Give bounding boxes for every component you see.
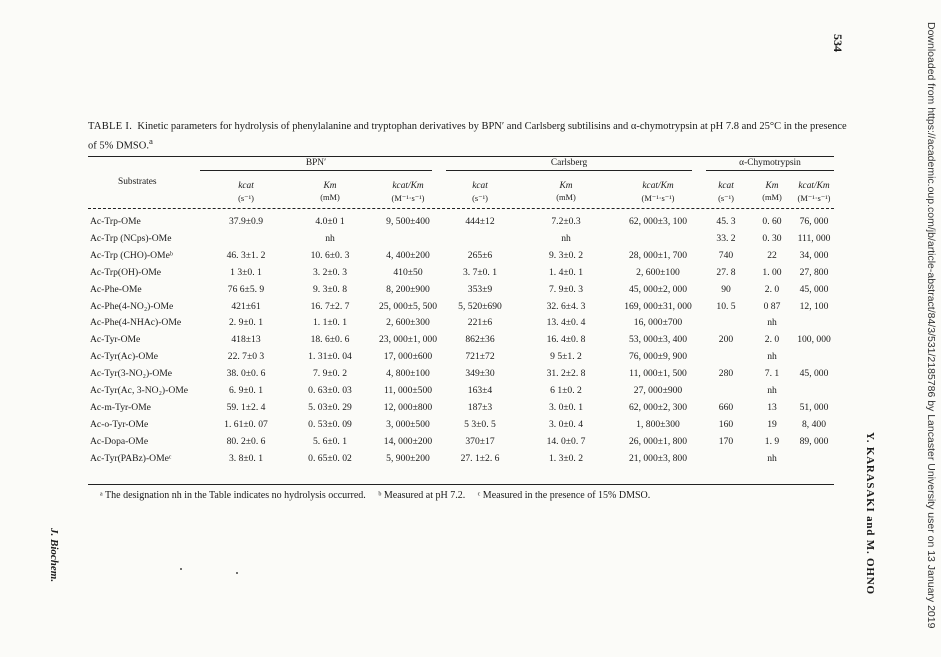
table-cell: nh bbox=[767, 317, 777, 328]
table-cell: 4, 800±100 bbox=[386, 368, 430, 379]
row-substrate: Ac-Phe(4-NO₂)-OMe bbox=[90, 301, 174, 312]
table-cell: nh bbox=[767, 385, 777, 396]
table-cell: 163±4 bbox=[467, 385, 493, 396]
table-cell: 6 1±0. 2 bbox=[550, 385, 582, 396]
column-header-unit: (M⁻¹·s⁻¹) bbox=[641, 194, 675, 203]
table-cell: 1. 31±0. 04 bbox=[308, 351, 352, 362]
table-cell: 22 bbox=[767, 250, 777, 261]
table-cell: 4.0±0 1 bbox=[315, 216, 345, 227]
table-cell: 370±17 bbox=[465, 436, 495, 447]
table-cell: 0. 30 bbox=[762, 233, 782, 244]
table-cell: 160 bbox=[718, 419, 734, 430]
running-head-authors: Y. KARASAKI and M. OHNO bbox=[864, 432, 876, 595]
table-cell: 5. 6±0. 1 bbox=[312, 436, 348, 447]
table-cell: 9. 3±0. 8 bbox=[312, 284, 348, 295]
scan-speck bbox=[236, 572, 238, 574]
table-cell: 5. 03±0. 29 bbox=[308, 402, 352, 413]
table-cell: 187±3 bbox=[467, 402, 493, 413]
table-cell: 1. 61±0. 07 bbox=[224, 419, 268, 430]
table-cell: 8, 200±900 bbox=[386, 284, 430, 295]
table-cell: 45, 000 bbox=[799, 284, 829, 295]
table-cell: 18. 6±0. 6 bbox=[310, 334, 350, 345]
column-header-unit: (s⁻¹) bbox=[718, 194, 734, 203]
table-cell: 660 bbox=[718, 402, 734, 413]
table-cell: 2. 9±0. 1 bbox=[228, 317, 264, 328]
table-cell: 1. 1±0. 1 bbox=[312, 317, 348, 328]
row-substrate: Ac-o-Tyr-OMe bbox=[90, 419, 149, 430]
table-cell: 45. 3 bbox=[716, 216, 736, 227]
column-header-name: Km bbox=[559, 181, 573, 191]
table-cell: 76 6±5. 9 bbox=[227, 284, 265, 295]
table-cell: 13 bbox=[767, 402, 777, 413]
table-cell: 10. 5 bbox=[716, 301, 736, 312]
table-cell: 51, 000 bbox=[799, 402, 829, 413]
table-cell: 1. 3±0. 2 bbox=[548, 453, 584, 464]
table-cell: 7. 9±0. 2 bbox=[312, 368, 348, 379]
row-substrate: Ac-Phe(4-NHAc)-OMe bbox=[90, 317, 182, 328]
table-cell: 89, 000 bbox=[799, 436, 829, 447]
table-cell: 7. 1 bbox=[764, 368, 780, 379]
group-header-chymotrypsin: α-Chymotrypsin bbox=[739, 158, 801, 168]
footnote-a: ᵃ The designation nh in the Table indicates no hydrolysis occurred. bbox=[100, 490, 366, 501]
table-cell: 27. 1±2. 6 bbox=[460, 453, 500, 464]
column-header-name: kcat/Km bbox=[798, 181, 830, 191]
table-cell: 28, 000±1, 700 bbox=[628, 250, 688, 261]
table-cell: 37.9±0.9 bbox=[228, 216, 264, 227]
table-cell: 418±13 bbox=[231, 334, 261, 345]
column-header-name: kcat bbox=[472, 181, 488, 191]
table-cell: 31. 2±2. 8 bbox=[546, 368, 586, 379]
column-header-name: kcat/Km bbox=[392, 181, 424, 191]
table-cell: 200 bbox=[718, 334, 734, 345]
table-cell: 0. 63±0. 03 bbox=[308, 385, 352, 396]
table-cell: 3. 7±0. 1 bbox=[462, 267, 498, 278]
carlsberg-group-rule bbox=[446, 170, 692, 171]
table-cell: 0. 65±0. 02 bbox=[308, 453, 352, 464]
table-cell: 14. 0±0. 7 bbox=[546, 436, 586, 447]
table-cell: 62, 000±3, 100 bbox=[628, 216, 688, 227]
table-cell: 46. 3±1. 2 bbox=[226, 250, 266, 261]
table-cell: 3. 2±0. 3 bbox=[312, 267, 348, 278]
table-cell: 169, 000±31, 000 bbox=[624, 301, 692, 312]
table-cell: 862±36 bbox=[465, 334, 495, 345]
table-cell: 2, 600±300 bbox=[386, 317, 430, 328]
table-cell: 280 bbox=[718, 368, 734, 379]
footnote-c: ᶜ Measured in the presence of 15% DMSO. bbox=[477, 490, 651, 501]
table-cell: 80. 2±0. 6 bbox=[226, 436, 266, 447]
table-cell: 12, 000±800 bbox=[383, 402, 433, 413]
chymotrypsin-group-rule bbox=[706, 170, 834, 171]
column-header-unit: (s⁻¹) bbox=[238, 194, 254, 203]
row-substrate: Ac-Trp-OMe bbox=[90, 216, 141, 227]
table-cell: 3. 0±0. 4 bbox=[548, 419, 584, 430]
table-cell: 3. 8±0. 1 bbox=[228, 453, 264, 464]
table-cell: 7. 9±0. 3 bbox=[548, 284, 584, 295]
row-substrate: Ac-Tyr(Ac)-OMe bbox=[90, 351, 159, 362]
table-cell: 2, 600±100 bbox=[636, 267, 680, 278]
table-cell: 25, 000±5, 500 bbox=[378, 301, 438, 312]
table-cell: 23, 000±1, 000 bbox=[378, 334, 438, 345]
table-cell: 1 3±0. 1 bbox=[230, 267, 262, 278]
table-cell: 27. 8 bbox=[716, 267, 736, 278]
table-cell: 9. 3±0. 2 bbox=[548, 250, 584, 261]
column-header-unit: (s⁻¹) bbox=[472, 194, 488, 203]
row-substrate: Ac-Trp(OH)-OMe bbox=[90, 267, 162, 278]
column-header-unit: (M⁻¹·s⁻¹) bbox=[391, 194, 425, 203]
table-cell: 3, 000±500 bbox=[386, 419, 430, 430]
table-cell: 11, 000±1, 500 bbox=[629, 368, 687, 379]
table-cell: 111, 000 bbox=[797, 233, 831, 244]
footnote-b: ᵇ Measured at pH 7.2. bbox=[378, 490, 466, 501]
column-header-name: Km bbox=[323, 181, 337, 191]
table-cell: 444±12 bbox=[465, 216, 495, 227]
table-cell: 5, 900±200 bbox=[386, 453, 430, 464]
table-cell: 4, 400±200 bbox=[386, 250, 430, 261]
table-cell: 7.2±0.3 bbox=[551, 216, 581, 227]
table-cell: 421±61 bbox=[231, 301, 261, 312]
table-cell: 221±6 bbox=[467, 317, 493, 328]
table-cell: 19 bbox=[767, 419, 777, 430]
table-footnotes bbox=[100, 490, 660, 501]
row-substrate: Ac-Tyr(PABz)-OMeᶜ bbox=[90, 453, 172, 464]
table-cell: 8, 400 bbox=[802, 419, 826, 430]
table-cell: 265±6 bbox=[467, 250, 493, 261]
row-substrate: Ac-Trp (CHO)-OMeᵇ bbox=[90, 250, 173, 261]
table-cell: 76, 000±9, 900 bbox=[628, 351, 688, 362]
table-cell: 170 bbox=[718, 436, 734, 447]
journal-name: J. Biochem. bbox=[48, 528, 60, 583]
table-cell: 59. 1±2. 4 bbox=[226, 402, 266, 413]
table-label: TABLE I. bbox=[88, 121, 133, 132]
table-cell: 13. 4±0. 4 bbox=[546, 317, 586, 328]
table-cell: nh bbox=[767, 453, 777, 464]
table-cell: 349±30 bbox=[465, 368, 495, 379]
row-substrate: Ac-Phe-OMe bbox=[90, 284, 142, 295]
column-header-unit: (mM) bbox=[320, 193, 340, 202]
table-cell: 11, 000±500 bbox=[383, 385, 433, 396]
scan-speck bbox=[180, 568, 182, 570]
table-cell: 16. 7±2. 7 bbox=[310, 301, 350, 312]
column-header-unit: (mM) bbox=[762, 193, 782, 202]
table-cell: 1. 00 bbox=[762, 267, 782, 278]
table-cell: 2. 0 bbox=[764, 284, 780, 295]
row-substrate: Ac-Tyr-OMe bbox=[90, 334, 141, 345]
table-cell: 14, 000±200 bbox=[383, 436, 433, 447]
table-cell: 16, 000±700 bbox=[633, 317, 683, 328]
column-header-name: kcat/Km bbox=[642, 181, 674, 191]
table-caption bbox=[88, 120, 848, 154]
table-cell: 12, 100 bbox=[799, 301, 829, 312]
row-substrate: Ac-m-Tyr-OMe bbox=[90, 402, 151, 413]
table-cell: 740 bbox=[718, 250, 734, 261]
table-cell: 353±9 bbox=[467, 284, 493, 295]
row-substrate: Ac-Trp (NCps)-OMe bbox=[90, 233, 172, 244]
table-cell: 90 bbox=[721, 284, 731, 295]
table-cell: 16. 4±0. 8 bbox=[546, 334, 586, 345]
table-cell: 1. 4±0. 1 bbox=[548, 267, 584, 278]
table-cell: 38. 0±0. 6 bbox=[226, 368, 266, 379]
table-cell: nh bbox=[767, 351, 777, 362]
table-cell: nh bbox=[561, 233, 571, 244]
table-cell: 410±50 bbox=[393, 267, 423, 278]
table-cell: 17, 000±600 bbox=[383, 351, 433, 362]
table-cell: 76, 000 bbox=[799, 216, 829, 227]
row-substrate: Ac-Tyr(3-NO₂)-OMe bbox=[90, 368, 173, 379]
table-cell: 5 3±0. 5 bbox=[464, 419, 496, 430]
download-notice[interactable]: Downloaded from https://academic.oup.com/jb/article-abstract/84/3/531/2185786 by Lancaster University user on 13 January 2019 bbox=[925, 22, 937, 629]
caption-footnote-mark: a bbox=[148, 136, 153, 146]
table-cell: 34, 000 bbox=[799, 250, 829, 261]
table-cell: 0. 53±0. 09 bbox=[308, 419, 352, 430]
table-cell: 45, 000±2, 000 bbox=[628, 284, 688, 295]
table-cell: 22. 7±0 3 bbox=[227, 351, 265, 362]
column-header-unit: (mM) bbox=[556, 193, 576, 202]
column-header-name: kcat bbox=[238, 181, 254, 191]
table-cell: 62, 000±2, 300 bbox=[628, 402, 688, 413]
column-header-unit: (M⁻¹·s⁻¹) bbox=[797, 194, 831, 203]
page-number: 534 bbox=[831, 34, 845, 52]
table-cell: 5, 520±690 bbox=[458, 301, 502, 312]
group-header-carlsberg: Carlsberg bbox=[550, 158, 588, 168]
table-header-rule bbox=[88, 208, 834, 209]
substrates-header: Substrates bbox=[118, 177, 157, 187]
table-cell: 6. 9±0. 1 bbox=[228, 385, 264, 396]
table-cell: 45, 000 bbox=[799, 368, 829, 379]
table-top-rule bbox=[88, 156, 834, 157]
table-bottom-rule bbox=[88, 484, 834, 485]
table-cell: 27, 000±900 bbox=[633, 385, 683, 396]
table-cell: 1. 9 bbox=[764, 436, 780, 447]
table-cell: 10. 6±0. 3 bbox=[310, 250, 350, 261]
table-cell: 100, 000 bbox=[797, 334, 831, 345]
table-cell: 0 87 bbox=[763, 301, 781, 312]
table-cell: 27, 800 bbox=[799, 267, 829, 278]
table-cell: 1, 800±300 bbox=[636, 419, 680, 430]
table-cell: 0. 60 bbox=[762, 216, 782, 227]
table-cell: 721±72 bbox=[465, 351, 495, 362]
table-cell: 3. 0±0. 1 bbox=[548, 402, 584, 413]
caption-text: Kinetic parameters for hydrolysis of phenylalanine and tryptophan derivatives by BPN′ and Carlsberg subtilisins and α-chymotrypsin at pH 7.8 and 25°C in the presence of 5% DMSO. bbox=[88, 121, 847, 152]
table-cell: 2. 0 bbox=[764, 334, 780, 345]
column-header-name: Km bbox=[765, 181, 779, 191]
row-substrate: Ac-Tyr(Ac, 3-NO₂)-OMe bbox=[90, 385, 189, 396]
group-header-bpn: BPN′ bbox=[305, 158, 327, 168]
column-header-name: kcat bbox=[718, 181, 734, 191]
table-cell: 9 5±1. 2 bbox=[550, 351, 582, 362]
table-cell: 9, 500±400 bbox=[386, 216, 430, 227]
table-cell: 32. 6±4. 3 bbox=[546, 301, 586, 312]
table-cell: 21, 000±3, 800 bbox=[628, 453, 688, 464]
table-cell: 26, 000±1, 800 bbox=[628, 436, 688, 447]
row-substrate: Ac-Dopa-OMe bbox=[90, 436, 149, 447]
table-cell: 33. 2 bbox=[716, 233, 736, 244]
table-cell: 53, 000±3, 400 bbox=[628, 334, 688, 345]
bpn-group-rule bbox=[200, 170, 432, 171]
table-cell: nh bbox=[325, 233, 335, 244]
